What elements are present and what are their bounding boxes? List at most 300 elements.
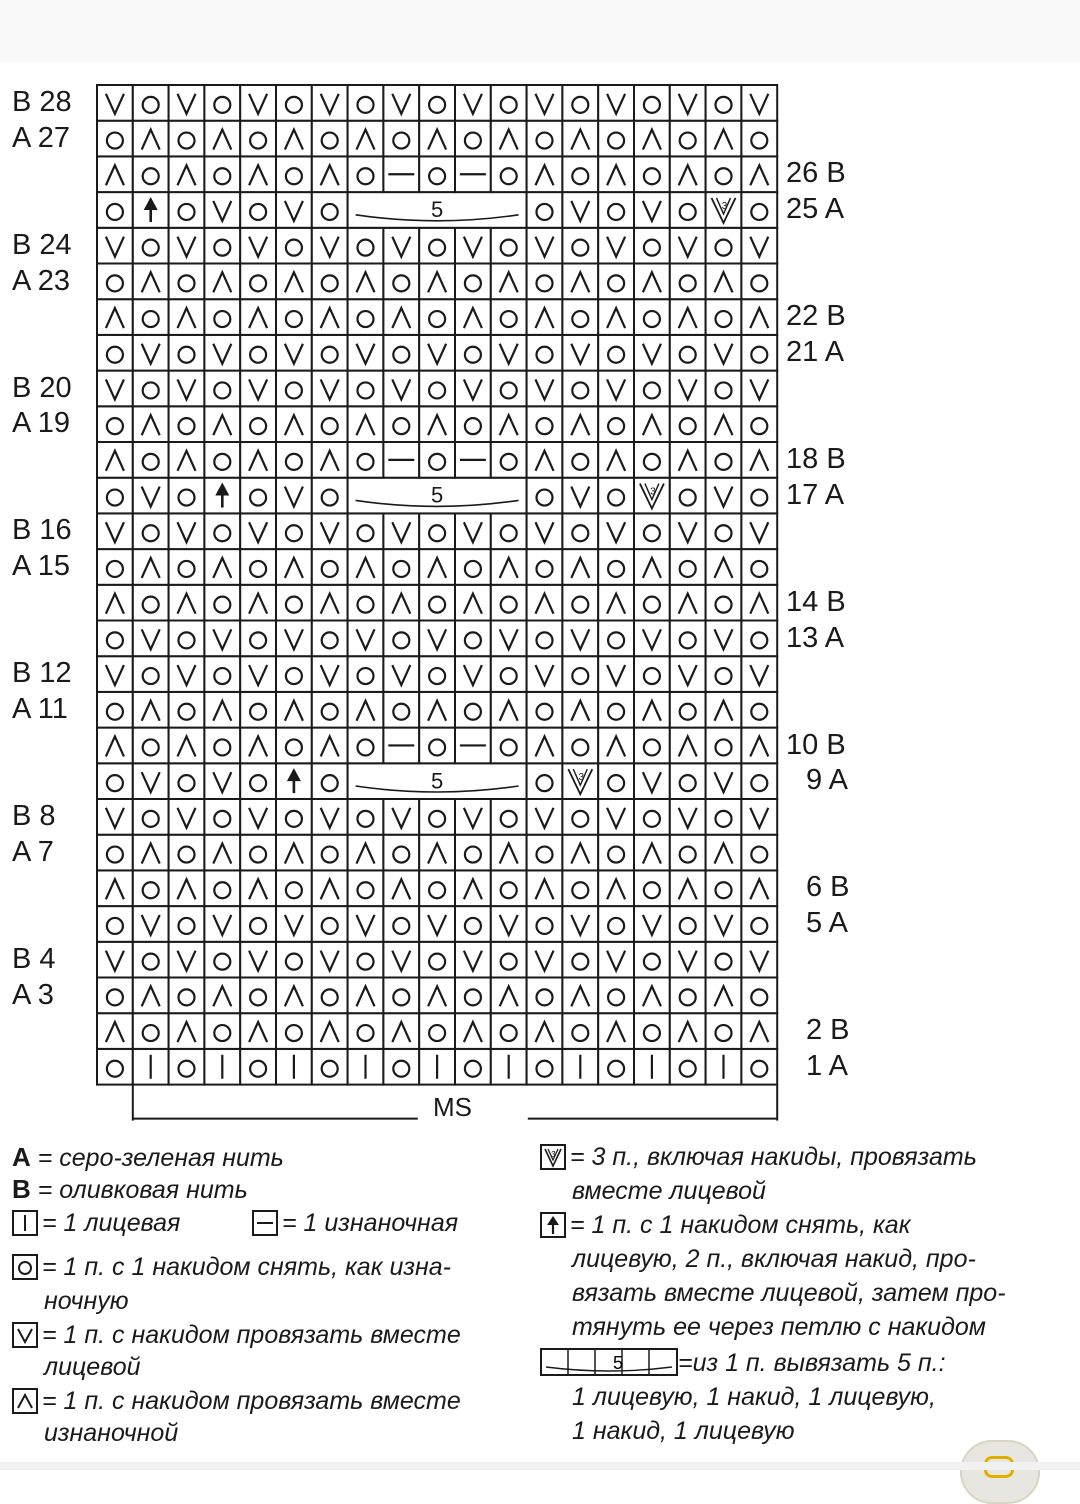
three-together-digit: 3 [650,486,656,498]
legend-slip-yarnover: = 1 п. с 1 накидом снять, как изна- [12,1250,451,1284]
chart-cell [133,656,169,692]
chart-cell [706,692,742,728]
chart-cell [670,978,706,1014]
chart-cell [455,870,491,906]
chart-cell [741,870,777,906]
chart-cell [706,85,742,121]
chart-cell [455,978,491,1014]
chart-cell [419,121,455,157]
chart-cell [240,870,276,906]
chart-cell [634,692,670,728]
chart-cell [240,406,276,442]
chart-cell [419,835,455,871]
chart-cell [670,442,706,478]
chart-cell [312,121,348,157]
chart-cell [240,478,276,514]
chart-cell [240,549,276,585]
chart-cell [276,728,312,764]
chart-cell [312,728,348,764]
chart-cell [634,371,670,407]
chart-cell [527,156,563,192]
chart-cell [455,549,491,585]
chart-cell [527,621,563,657]
bracket-number: 5 [430,482,444,508]
chart-cell [741,1049,777,1085]
chart-cell [312,906,348,942]
chart-cell [670,299,706,335]
chart-cell [204,978,240,1014]
chart-cell [97,156,133,192]
chart-cell [706,406,742,442]
chart-cell [97,763,133,799]
chart-cell [670,1013,706,1049]
chart-cell [670,156,706,192]
chart-cell [562,513,598,549]
chart-cell [169,692,205,728]
chart-cell [169,870,205,906]
legend-slip-yarnover-cont: ночную [44,1287,129,1315]
row-label-left: A 15 [12,550,71,583]
v-symbol-icon [12,1322,38,1348]
chart-cell [527,835,563,871]
chart-cell [204,585,240,621]
chart-cell [133,978,169,1014]
legend-purl: = 1 изнаночная [252,1206,458,1240]
chart-cell [598,121,634,157]
row-label-right: 6 B [806,871,850,904]
chart-cell [706,371,742,407]
chart-cell [348,228,384,264]
chart-cell [741,728,777,764]
chart-cell [169,121,205,157]
row-label-left: B 20 [12,371,72,404]
chart-cell [312,264,348,300]
chart-cell [670,870,706,906]
chart-cell [133,228,169,264]
chart-cell [312,763,348,799]
chart-cell [133,870,169,906]
chart-cell [562,585,598,621]
chart-cell [598,870,634,906]
chart-cell [741,335,777,371]
svg-text:3: 3 [550,1150,556,1159]
chart-cell [133,1013,169,1049]
chart-cell [383,621,419,657]
chart-cell [348,371,384,407]
chart-cell [169,335,205,371]
chart-cell [348,942,384,978]
chart-cell [706,835,742,871]
chart-cell [741,906,777,942]
chart-cell [383,906,419,942]
chart-cell [97,264,133,300]
chart-cell [670,692,706,728]
chart-cell [169,763,205,799]
chart-cell [562,299,598,335]
chart-cell [491,406,527,442]
chart-cell [706,585,742,621]
chart-cell [204,1013,240,1049]
chart-cell [276,870,312,906]
chart-cell [204,121,240,157]
chart-cell [133,692,169,728]
chart-cell [419,692,455,728]
chart-cell [634,978,670,1014]
chart-cell [527,121,563,157]
chart-cell [634,870,670,906]
chart-cell [133,121,169,157]
chart-cell [276,1013,312,1049]
chart-cell [455,1013,491,1049]
chart-cell [706,299,742,335]
row-label-left: B 24 [12,228,72,261]
chart-cell [598,549,634,585]
row-label-right: 5 A [806,907,848,940]
chart-cell [491,692,527,728]
chart-cell [419,942,455,978]
chart-cell [240,585,276,621]
chart-cell [348,978,384,1014]
chart-cell [706,942,742,978]
chart-cell [562,835,598,871]
chart-cell [97,1049,133,1085]
chart-cell [383,835,419,871]
chart-cell [741,621,777,657]
chart-cell [419,656,455,692]
chart-cell [204,656,240,692]
chart-cell [491,728,527,764]
chart-cell [97,478,133,514]
chart-cell [670,264,706,300]
chart-cell [312,442,348,478]
chart-cell [348,549,384,585]
chart-cell [634,299,670,335]
chart-cell [670,835,706,871]
chart-cell [348,121,384,157]
chart-cell [670,549,706,585]
chart-cell [97,121,133,157]
chart-cell [741,442,777,478]
chart-cell [562,406,598,442]
chart-cell [169,906,205,942]
chart-cell [455,906,491,942]
chart-cell [598,406,634,442]
floating-action-button[interactable] [960,1440,1040,1504]
chart-cell [133,442,169,478]
chart-cell [741,835,777,871]
chart-cell [240,906,276,942]
chart-cell [97,978,133,1014]
chart-cell [741,549,777,585]
chart-cell [634,656,670,692]
chart-cell [491,1013,527,1049]
chart-cell [562,1013,598,1049]
three-together-digit: 3 [721,200,728,212]
chart-cell [204,228,240,264]
row-label-left: A 23 [12,264,71,297]
chart-cell [348,1013,384,1049]
chart-cell [169,264,205,300]
chart-cell [670,728,706,764]
chart-cell [419,299,455,335]
chart-cell [169,621,205,657]
chart-cell [419,228,455,264]
row-label-right: 18 B [786,443,846,475]
chart-cell [348,728,384,764]
chart-cell [204,406,240,442]
row-label-right: 13 A [786,621,845,654]
chart-cell [741,121,777,157]
chart-cell [97,1013,133,1049]
chart-cell [634,85,670,121]
chart-cell [598,299,634,335]
circle-symbol-icon [12,1254,38,1280]
chart-cell [562,442,598,478]
caret-symbol-icon [12,1388,38,1414]
chart-cell [169,549,205,585]
chart-cell [383,692,419,728]
chart-cell [634,835,670,871]
chart-cell [598,835,634,871]
chart-cell [276,228,312,264]
row-label-right: 2 B [806,1014,850,1047]
chart-cell [240,621,276,657]
chart-cell [562,870,598,906]
chart-cell [670,906,706,942]
chart-cell [348,264,384,300]
chart-cell [634,156,670,192]
chart-cell [312,156,348,192]
chart-cell [419,264,455,300]
chart-cell [240,763,276,799]
knit-symbol-icon [12,1210,38,1236]
legend-color-a: A = серо-зеленая нить [12,1142,284,1172]
chart-cell [455,264,491,300]
chart-cell [455,585,491,621]
chart-cell [204,728,240,764]
chart-cell [419,85,455,121]
chart-cell [133,549,169,585]
chart-cell [562,656,598,692]
chart-cell [491,513,527,549]
chart-cell [527,264,563,300]
chart-cell [276,692,312,728]
chart-cell [169,478,205,514]
chart-cell [383,1013,419,1049]
row-label-left: A 19 [12,407,71,440]
chart-cell [706,1013,742,1049]
chart-cell [419,406,455,442]
chart-cell [133,85,169,121]
chart-cell [562,799,598,835]
chart-cell [204,299,240,335]
chart-cell [527,728,563,764]
chart-cell [97,621,133,657]
chart-cell [348,835,384,871]
chart-cell [598,978,634,1014]
legend-arrow: = 1 п. с 1 накидом снять, как [540,1208,911,1242]
chart-cell [348,406,384,442]
chart-cell [491,656,527,692]
chart-cell [634,121,670,157]
chart-cell [706,799,742,835]
chart-cell [634,228,670,264]
chart-cell [276,585,312,621]
chart-cell [455,406,491,442]
chart-cell [97,299,133,335]
chart-cell [133,264,169,300]
chart-cell [634,1013,670,1049]
chart-cell [240,835,276,871]
legend-three-together-cont: вместе лицевой [572,1177,766,1205]
chart-cell [634,549,670,585]
row-label-right: 17 A [786,478,845,511]
chart-cell [741,192,777,228]
chart-cell [348,85,384,121]
chart-cell [491,299,527,335]
chart-cell [455,335,491,371]
chart-cell [741,299,777,335]
chart-cell [169,156,205,192]
chart-cell [527,478,563,514]
five-bracket-symbol-icon [540,1347,678,1377]
chart-cell [706,264,742,300]
chart-cell [455,692,491,728]
chart-cell [634,264,670,300]
chart-cell [491,978,527,1014]
chart-cell [169,442,205,478]
legend-five-cont-1: 1 лицевую, 1 накид, 1 лицевую, [572,1383,936,1411]
chart-cell [670,192,706,228]
chart-cell [598,156,634,192]
chart-cell [634,942,670,978]
bracket-number: 5 [430,197,444,223]
chart-cell [527,192,563,228]
row-label-right: 1 A [806,1049,848,1082]
chart-cell [133,513,169,549]
chart-cell [204,371,240,407]
chart-cell [527,442,563,478]
chart-cell [383,1049,419,1085]
row-label-left: B 16 [12,514,72,547]
chart-cell [276,299,312,335]
up-arrow-symbol-icon [540,1212,566,1238]
chart-cell [97,835,133,871]
chart-cell [562,121,598,157]
row-label-left: A 3 [12,978,54,1011]
chart-cell [670,406,706,442]
chart-cell [419,371,455,407]
legend-three-together: 3 = 3 п., включая накиды, провязать [540,1140,977,1174]
chart-cell [204,549,240,585]
chart-cell [348,585,384,621]
chart-cell [562,264,598,300]
chart-cell [169,835,205,871]
row-label-left: B 12 [12,657,72,690]
chart-cell [383,121,419,157]
chart-cell [455,835,491,871]
chart-cell [169,978,205,1014]
chart-cell [562,85,598,121]
chart-cell [240,442,276,478]
chart-cell [419,870,455,906]
chart-cell [312,478,348,514]
chart-cell [383,585,419,621]
bracket-number: 5 [430,768,444,794]
chart-cell [706,442,742,478]
chart-cell [598,763,634,799]
chart-cell [491,85,527,121]
chart-cell [527,692,563,728]
chart-cell [419,156,455,192]
chart-cell [419,1013,455,1049]
chart-cell [133,156,169,192]
chart-cell [527,299,563,335]
chart-cell [419,978,455,1014]
chart-cell [240,1049,276,1085]
chart-cell [562,692,598,728]
chart-cell [670,478,706,514]
chart-cell [741,406,777,442]
chart-cell [598,335,634,371]
chart-cell [204,513,240,549]
chart-cell [491,156,527,192]
chart-cell [491,121,527,157]
chart-cell [741,692,777,728]
chart-cell [455,121,491,157]
chart-cell [527,406,563,442]
chart-cell [204,799,240,835]
chart-cell [348,870,384,906]
chart-cell [741,978,777,1014]
chart-cell [97,870,133,906]
chart-cell [133,942,169,978]
chart-cell [240,299,276,335]
chart-cell [383,299,419,335]
chart-cell [312,978,348,1014]
chart-cell [634,799,670,835]
chart-cell [634,442,670,478]
chart-cell [491,799,527,835]
chart-cell [312,1013,348,1049]
row-label-right: 14 B [786,585,846,618]
chart-cell [204,264,240,300]
chart-cell [383,870,419,906]
chart-cell [741,585,777,621]
chart-cell [562,156,598,192]
legend-arrow-cont-3: тянуть ее через петлю с накидом [572,1313,986,1341]
chart-cell [706,549,742,585]
chart-cell [133,835,169,871]
chart-cell [348,156,384,192]
purl-symbol-icon [252,1210,278,1236]
chart-cell [348,692,384,728]
chart-cell [240,192,276,228]
chart-cell [598,442,634,478]
legend-color-b: B = оливковая нить [12,1174,248,1204]
chart-cell [97,192,133,228]
chart-cell [312,692,348,728]
svg-text:5: 5 [612,1353,624,1373]
chart-cell [491,835,527,871]
chart-cell [348,799,384,835]
chart-cell [562,549,598,585]
chart-cell [562,228,598,264]
chart-cell [276,406,312,442]
row-label-left: B 8 [12,800,56,832]
chart-cell [419,585,455,621]
chart-cell [598,1013,634,1049]
